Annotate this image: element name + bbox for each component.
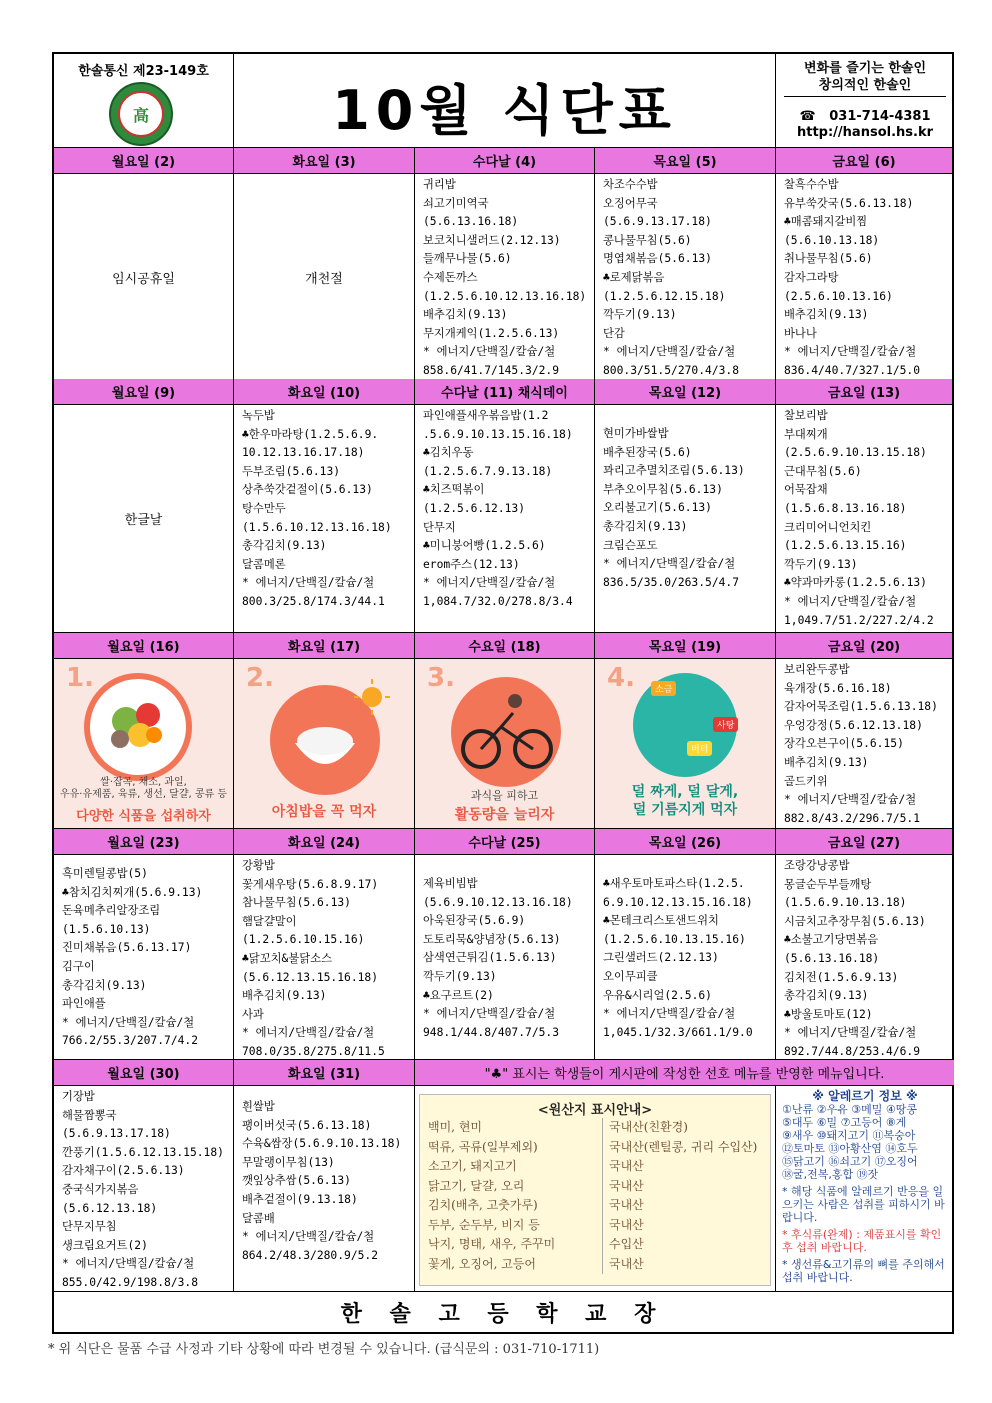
vegetables-icon <box>90 679 186 775</box>
menu-cell-tue <box>234 405 415 633</box>
day-header-thu: 목요일 (5) <box>595 148 776 174</box>
origin-row <box>420 1196 770 1216</box>
menu-text: 흑미렌틸콩밥(5) ♣참치김치찌개(5.6.9.13) 돈육메추리알장조림 (1.5.6.10.13) 진미채볶음(5.6.13.17) 김구이 총각김치(9.13) 파인애플 * 에너지/단백질/칼슘/철 766.2/55.3/207.7/4.2 <box>62 867 203 1048</box>
poster-caption-small: 과식을 피하고 <box>470 789 539 802</box>
menu-cell-mon <box>54 855 234 1060</box>
poster-caption-big: 아침밥을 꼭 먹자 <box>271 804 377 820</box>
origin-country: 국내산(렌틸콩, 귀리 수입산) <box>602 1138 757 1158</box>
day-header-tue: 화요일 (3) <box>234 148 415 174</box>
origin-food: 닭고기, 달걀, 오리 <box>428 1178 525 1193</box>
day-header-tue: 화요일 (17) <box>234 633 415 659</box>
day-header-tue: 화요일 (24) <box>234 829 415 855</box>
origin-country: 국내산 <box>602 1216 644 1236</box>
allergy-note-1: * 해당 식품에 알레르기 반응을 일으키는 사람은 섭취를 피하시기 바랍니다. <box>782 1185 945 1224</box>
holiday-label: 개천절 <box>305 271 343 287</box>
day-header-mon: 월요일 (16) <box>54 633 234 659</box>
origin-row <box>420 1118 770 1138</box>
day-header-mon: 월요일 (23) <box>54 829 234 855</box>
poster-4 <box>595 659 776 829</box>
menu-cell-mon <box>54 405 234 633</box>
salt-label: 소금 <box>651 681 676 696</box>
header-title-cell <box>234 54 776 148</box>
origin-food: 떡류, 곡류(일부제외) <box>428 1139 538 1154</box>
menu-text: ♣새우토마토파스타(1.2.5. 6.9.10.12.13.15.16.18) ♣몬테크리스토샌드위치 (1.2.5.6.10.13.15.16) 그린샐러드(2.12.13) 오이무피클 우유&시리얼(2.5.6) * 에너지/단백질/칼슘/철 1,045.1/32.3/661.1/9.0 <box>603 877 753 1039</box>
poster-3 <box>415 659 595 829</box>
day-header-mon: 월요일 (9) <box>54 379 234 405</box>
day-header-fri: 금요일 (27) <box>776 829 952 855</box>
poster-number: 3. <box>427 663 455 693</box>
allergy-title: ※ 알레르기 정보 ※ <box>812 1089 918 1103</box>
origin-food: 두부, 순두부, 비지 등 <box>428 1217 540 1232</box>
holiday-label: 임시공휴일 <box>112 271 175 287</box>
menu-cell-tue <box>234 174 415 381</box>
menu-text: 찰흑수수밥 유부쑥갓국(5.6.13.18) ♣매콤돼지갈비찜 (5.6.10.13.18) 취나물무침(5.6) 감자그라탕 (2.5.6.10.13.16) 배추김치(9.13) 바나나 * 에너지/단백질/칼슘/철 836.4/40.7/327.1/5.0 <box>784 178 921 377</box>
day-header-thu: 목요일 (12) <box>595 379 776 405</box>
header-right <box>776 54 954 148</box>
school-url[interactable]: http://hansol.hs.kr <box>796 125 934 140</box>
allergy-note-2: * 후식류(완제) : 제품표시를 확인 후 섭취 바랍니다. <box>782 1228 942 1254</box>
poster-caption-big: 덜 짜게, 덜 달게, 덜 기름지게 먹자 <box>631 784 739 818</box>
sun-icon <box>352 677 392 717</box>
phone-line <box>776 108 954 125</box>
phone-number: 031-714-4381 <box>829 109 931 124</box>
origin-row <box>420 1157 770 1177</box>
school-logo-emblem: 高 <box>118 91 164 137</box>
menu-cell-fri <box>776 405 952 633</box>
poster-caption-big: 활동량을 늘리자 <box>454 807 555 823</box>
origin-food: 소고기, 돼지고기 <box>428 1159 517 1173</box>
menu-cell-thu <box>595 855 776 1060</box>
day-header-mon: 월요일 (2) <box>54 148 234 174</box>
day-header-tue-31: 화요일 (31) <box>234 1060 415 1086</box>
menu-text: 현미가바쌀밥 배추된장국(5.6) 꽈리고추멸치조림(5.6.13) 부추오이무침(5.6.13) 오리불고기(5.6.13) 총각김치(9.13) 크림슨포도 * 에너지/단백질/칼슘/철 836.5/35.0/263.5/4.7 <box>603 427 745 589</box>
menu-cell-thu <box>595 405 776 633</box>
origin-country: 국내산(친환경) <box>602 1118 688 1138</box>
header-divider <box>784 96 946 97</box>
preference-notice: "♣" 표시는 학생들이 게시판에 작성한 선호 메뉴를 반영한 메뉴입니다. <box>415 1060 954 1086</box>
menu-cell-tue <box>234 855 415 1060</box>
menu-text: 흰쌀밥 팽이버섯국(5.6.13.18) 수육&쌈장(5.6.9.10.13.18) 무말랭이무침(13) 깻잎상추쌈(5.6.13) 배추겉절이(9.13.18) 달콤배 * 에너지/단백질/칼슘/철 864.2/48.3/280.9/5.2 <box>242 1100 402 1262</box>
newsletter-number: 한솔통신 제23-149호 <box>78 64 209 79</box>
menu-cell-fri <box>776 855 952 1060</box>
menu-text: 제육비빔밥 (5.6.9.10.12.13.16.18) 아욱된장국(5.6.9) 도토리묵&양념장(5.6.13) 삼색연근튀김(1.5.6.13) 깍두기(9.13) ♣요구르트(2) * 에너지/단백질/칼슘/철 948.1/44.8/407.7/5.3 <box>423 877 573 1039</box>
origin-row <box>420 1235 770 1255</box>
origin-row <box>420 1255 770 1275</box>
school-logo <box>109 82 173 146</box>
bicycle-icon <box>451 677 561 787</box>
school-name: 한 솔 고 등 학 교 장 <box>340 1301 666 1327</box>
menu-text: 보리완두콩밥 육개장(5.6.16.18) 감자어묵조림(1.5.6.13.18) 우엉강정(5.6.12.13.18) 장각오븐구이(5.6.15) 배추김치(9.13) 골드키위 * 에너지/단백질/칼슘/철 882.8/43.2/296.7/5.1 <box>784 663 938 825</box>
day-header-wed: 수다날 (11) 채식데이 <box>415 379 595 405</box>
origin-row <box>420 1177 770 1197</box>
origin-food: 김치(배추, 고춧가루) <box>428 1198 538 1212</box>
poster-number: 1. <box>66 663 94 693</box>
menu-text: 녹두밥 ♣한우마라탕(1.2.5.6.9. 10.12.13.16.17.18) 두부조림(5.6.13) 상추쑥갓겉절이(5.6.13) 탕수만두 (1.5.6.10.12.13.16.18) 총각김치(9.13) 달콤메론 * 에너지/단백질/칼슘/철 800.3/25.8/174.3/44.1 <box>242 409 392 608</box>
menu-frame <box>52 52 954 1334</box>
origin-food: 백미, 현미 <box>428 1120 482 1134</box>
origin-food: 낙지, 명태, 새우, 주꾸미 <box>428 1237 556 1251</box>
allergy-list: ①난류 ②우유 ③메밀 ④땅콩 ⑤대두 ⑥밀 ⑦고등어 ⑧게 ⑨새우 ⑩돼지고기 ⑪복숭아 ⑫토마토 ⑬아황산염 ⑭호두 ⑮닭고기 ⑯쇠고기 ⑰오징어 ⑱굴,전복,홍합 ⑲잣 <box>782 1103 918 1181</box>
cycling-icon <box>451 677 561 787</box>
menu-cell-wed <box>415 174 595 381</box>
footer-note: * 위 식단은 물품 수급 사정과 기타 상황에 따라 변경될 수 있습니다. (급식문의 : 031-710-1711) <box>48 1342 600 1357</box>
origin-country: 국내산 <box>602 1255 644 1275</box>
day-header-tue: 화요일 (10) <box>234 379 415 405</box>
menu-cell-fri <box>776 659 952 829</box>
poster-caption-small: 쌀·잡곡, 채소, 과일, 우유·유제품, 육류, 생선, 달걀, 콩류 등 <box>59 777 228 800</box>
menu-text: 차조수수밥 오징어무국 (5.6.9.13.17.18) 콩나물무침(5.6) 명엽채볶음(5.6.13) ♣로제닭볶음 (1.2.5.6.12.15.18) 깍두기(9.13) 단감 * 에너지/단백질/칼슘/철 800.3/51.5/270.4/3.8 <box>603 178 740 377</box>
menu-cell-fri <box>776 174 952 381</box>
menu-text: 귀리밥 쇠고기미역국 (5.6.13.16.18) 보코치니샐러드(2.12.13) 들깨무나물(5.6) 수제돈까스 (1.2.5.6.10.12.13.16.18) 배추김치(9.13) 무지개케익(1.2.5.6.13) * 에너지/단백질/칼슘/철 858.6/41.7/145.3/2.9 <box>423 178 587 377</box>
holiday-label: 한글날 <box>124 513 163 528</box>
menu-text: 기장밥 해물짬뽕국 (5.6.9.13.17.18) 깐풍기(1.5.6.12.13.15.18) 감자채구이(2.5.6.13) 중국식가지볶음 (5.6.12.13.18) 단무지무침 생크림요거트(2) * 에너지/단백질/칼슘/철 855.0/42.9/198.8/3.8 <box>62 1090 224 1289</box>
origin-title: <원산지 표시안내> <box>537 1103 653 1118</box>
origin-info-box <box>419 1094 771 1286</box>
poster-number: 2. <box>246 663 274 693</box>
menu-cell-wed <box>415 405 595 633</box>
menu-text: 강황밥 꽃게새우탕(5.6.8.9.17) 참나물무침(5.6.13) 햄달걀말이 (1.2.5.6.10.15.16) ♣닭꼬치&불닭소스 (5.6.12.13.15.16.18) 배추김치(9.13) 사과 * 에너지/단백질/칼슘/철 708.0/35.8/275.8/11.5 <box>242 859 385 1058</box>
poster-number: 4. <box>607 663 635 693</box>
menu-text: 조랑강낭콩밥 몽글순두부들깨탕 (1.5.6.9.10.13.18) 시금치고추장무침(5.6.13) ♣소불고기당면볶음 (5.6.13.16.18) 김치전(1.5.6.9.13) 총각김치(9.13) ♣방울토마토(12) * 에너지/단백질/칼슘/철 892.7/44.8/253.4/6.9 <box>784 859 926 1058</box>
menu-cell-mon <box>54 174 234 381</box>
origin-country: 국내산 <box>602 1196 644 1216</box>
butter-label: 버터 <box>687 741 712 756</box>
menu-cell-thu <box>595 174 776 381</box>
food-plate-icon <box>84 673 192 781</box>
origin-country: 국내산 <box>602 1157 644 1177</box>
origin-row <box>420 1138 770 1158</box>
poster-caption-big: 다양한 식품을 섭취하자 <box>76 809 211 824</box>
header-left <box>54 54 234 148</box>
allergy-info <box>776 1086 954 1292</box>
slogan-line-2: 창의적인 한솔인 <box>818 78 912 93</box>
day-header-wed: 수다날 (25) <box>415 829 595 855</box>
slogan-line-1: 변화를 즐기는 한솔인 <box>803 61 927 76</box>
menu-text: 파인애플새우볶음밥(1.2 .5.6.9.10.13.15.16.18) ♣김치우동 (1.2.5.6.7.9.13.18) ♣치즈떡볶이 (1.2.5.6.12.13) 단무지 ♣미니붕어빵(1.2.5.6) erom주스(12.13) * 에너지/단백질/칼슘/철 1,084.7/32.0/278.8/3.4 <box>423 409 573 608</box>
phone-icon: ☎ <box>799 109 816 124</box>
origin-row <box>420 1216 770 1236</box>
poster-1 <box>54 659 234 829</box>
origin-food: 꽃게, 오징어, 고등어 <box>428 1256 536 1271</box>
day-header-thu: 목요일 (26) <box>595 829 776 855</box>
menu-cell-wed <box>415 855 595 1060</box>
page-title: 10월 식단표 <box>332 79 677 142</box>
candy-label: 사탕 <box>713 717 738 732</box>
day-header-wed: 수요일 (18) <box>415 633 595 659</box>
menu-text: 찰보리밥 부대찌개 (2.5.6.9.10.13.15.18) 근대무침(5.6) 어묵잡채 (1.5.6.8.13.16.18) 크리미어니언치킨 (1.2.5.6.13.15.16) 깍두기(9.13) ♣약과마카롱(1.2.5.6.13) * 에너지/단백질/칼슘/철 1,049.7/51.2/227.2/4.2 <box>784 409 934 627</box>
day-header-thu: 목요일 (19) <box>595 633 776 659</box>
day-header-wed: 수다날 (4) <box>415 148 595 174</box>
day-header-fri: 금요일 (20) <box>776 633 952 659</box>
origin-table <box>420 1118 770 1274</box>
origin-country: 국내산 <box>602 1177 644 1197</box>
origin-country: 수입산 <box>602 1235 644 1255</box>
menu-cell-tue-31 <box>234 1086 415 1292</box>
menu-cell-mon-30 <box>54 1086 234 1292</box>
day-header-fri: 금요일 (6) <box>776 148 952 174</box>
poster-2 <box>234 659 415 829</box>
day-header-mon-30: 월요일 (30) <box>54 1060 234 1086</box>
origin-cell <box>415 1086 776 1292</box>
allergy-note-3: * 생선류&고기류의 뼈를 주의해서 섭취 바랍니다. <box>782 1258 945 1284</box>
day-header-fri: 금요일 (13) <box>776 379 952 405</box>
